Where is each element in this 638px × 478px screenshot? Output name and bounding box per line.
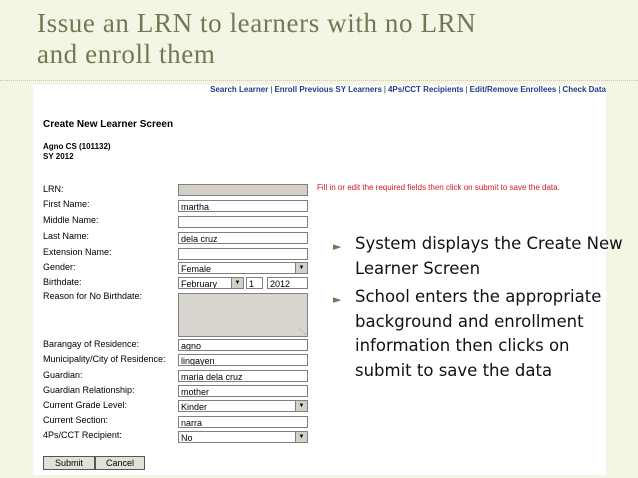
nav-search-learner[interactable]: Search Learner — [210, 85, 269, 94]
bullet-item — [333, 285, 623, 383]
nav-separator: | — [558, 85, 561, 94]
slide-title — [37, 8, 617, 70]
grade-level-label: Current Grade Level: — [43, 400, 128, 410]
cct-recipient-select[interactable] — [178, 431, 308, 443]
barangay-field[interactable]: agno — [178, 339, 308, 351]
bullet-text: School enters the appropriate background and enrollment information then clicks on submit to save the data — [355, 287, 602, 380]
barangay-label: Barangay of Residence: — [43, 339, 140, 349]
nav-enroll-previous[interactable]: Enroll Previous SY Learners — [274, 85, 382, 94]
first-name-field[interactable]: martha — [178, 200, 308, 212]
title-divider — [0, 80, 638, 81]
gender-label: Gender: — [43, 262, 76, 272]
guardian-field[interactable]: maria dela cruz — [178, 370, 308, 382]
bullet-text: System displays the Create New Learner Screen — [355, 234, 623, 278]
chevron-down-icon[interactable]: ▼ — [231, 278, 243, 288]
chevron-down-icon[interactable]: ▼ — [295, 263, 307, 273]
guardian-relationship-field[interactable]: mother — [178, 385, 308, 397]
last-name-label: Last Name: — [43, 231, 90, 241]
lrn-label: LRN: — [43, 184, 64, 194]
birth-month-value: February — [181, 279, 218, 289]
slide-title-line-1: Issue an LRN to learners with no LRN — [37, 8, 477, 38]
school-name: Agno CS (101132) — [43, 142, 111, 151]
resize-grip-icon[interactable]: ⋱ — [299, 329, 306, 336]
grade-level-select[interactable] — [178, 400, 308, 412]
nav-4ps-cct[interactable]: 4Ps/CCT Recipients — [387, 85, 464, 94]
chevron-down-icon[interactable]: ▼ — [295, 432, 307, 442]
cancel-button[interactable]: Cancel — [95, 456, 145, 470]
birth-day-field[interactable]: 1 — [246, 277, 263, 289]
triangle-bullet-icon: ► — [333, 240, 342, 253]
nav-separator: | — [465, 85, 468, 94]
grade-level-value: Kinder — [181, 402, 208, 412]
nav-check-data[interactable]: Check Data — [562, 85, 606, 94]
triangle-bullet-icon: ► — [333, 293, 342, 306]
bullet-list — [333, 232, 623, 387]
nav-edit-remove[interactable]: Edit/Remove Enrollees — [469, 85, 557, 94]
cct-recipient-label: 4Ps/CCT Recipient: — [43, 430, 122, 440]
birth-month-select[interactable] — [178, 277, 244, 289]
middle-name-field[interactable] — [178, 216, 308, 228]
guardian-relationship-label: Guardian Relationship: — [43, 385, 135, 395]
municipality-field[interactable]: lingayen — [178, 354, 308, 366]
middle-name-label: Middle Name: — [43, 215, 99, 225]
gender-select[interactable] — [178, 262, 308, 274]
extension-name-label: Extension Name: — [43, 247, 112, 257]
cct-recipient-value: No — [181, 433, 193, 443]
instruction-notice: Fill in or edit the required fields then click on submit to save the data. — [317, 183, 560, 192]
last-name-field[interactable]: dela cruz — [178, 232, 308, 244]
guardian-label: Guardian: — [43, 370, 83, 380]
lrn-field — [178, 184, 308, 196]
school-info — [43, 142, 111, 162]
section-field[interactable]: narra — [178, 416, 308, 428]
birthdate-label: Birthdate: — [43, 277, 82, 287]
bullet-item — [333, 232, 623, 281]
first-name-label: First Name: — [43, 199, 90, 209]
top-navigation — [33, 85, 606, 99]
extension-name-field[interactable] — [178, 248, 308, 260]
nav-separator: | — [383, 85, 386, 94]
no-birthdate-reason-textarea[interactable] — [178, 293, 308, 337]
municipality-label: Municipality/City of Residence: — [43, 354, 166, 364]
section-label: Current Section: — [43, 415, 109, 425]
gender-value: Female — [181, 264, 212, 274]
school-year: SY 2012 — [43, 152, 74, 161]
nav-separator: | — [270, 85, 273, 94]
chevron-down-icon[interactable]: ▼ — [295, 401, 307, 411]
no-birthdate-reason-label: Reason for No Birthdate: — [43, 291, 143, 301]
submit-button[interactable]: Submit — [43, 456, 95, 470]
screen-title: Create New Learner Screen — [43, 119, 174, 130]
slide-title-line-2: and enroll them — [37, 39, 216, 69]
birth-year-field[interactable]: 2012 — [267, 277, 308, 289]
